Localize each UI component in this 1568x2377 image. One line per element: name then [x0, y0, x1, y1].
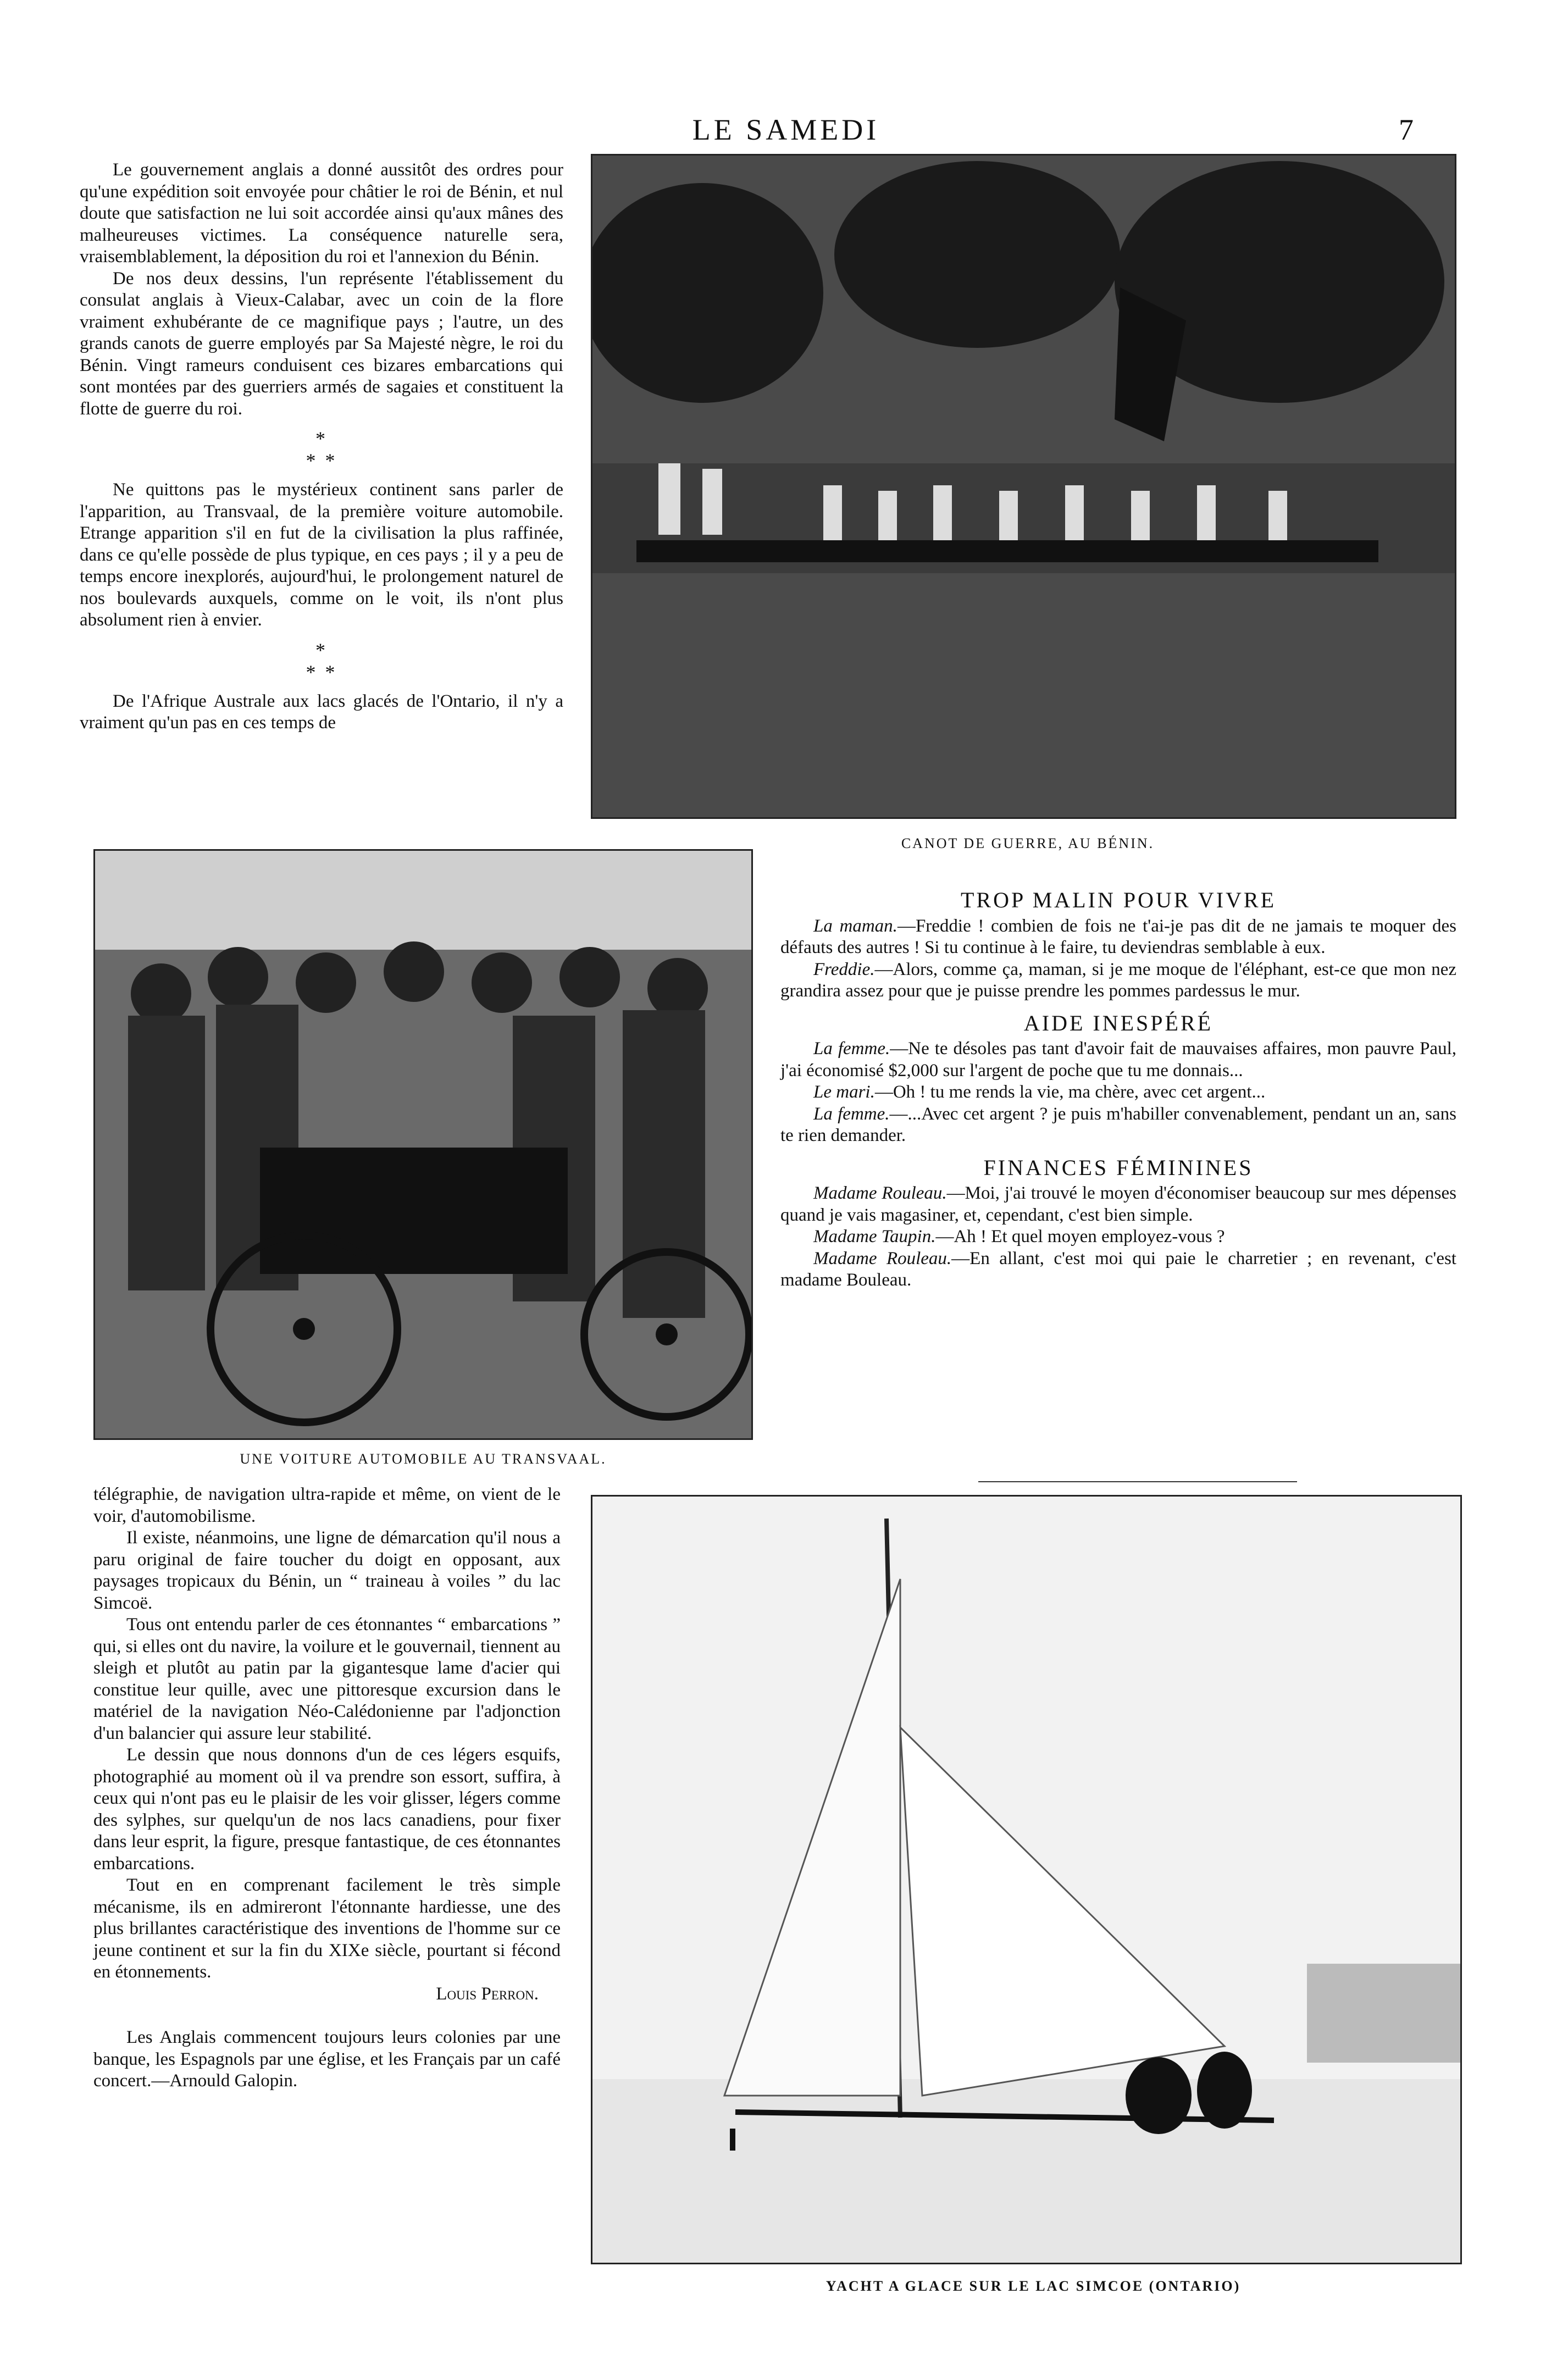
speaker-name: La femme.: [813, 1104, 890, 1124]
paragraph-two-drawings: De nos deux dessins, l'un représente l'établissement du consulat anglais à Vieux-Calabar, avec un coin de la flore vraiment exhubérante de ce magnifique pays ; l'autre, un des grands canots de guerre employés par Sa Majesté nègre, le roi du Bénin. Vingt rameurs conduisent ces bizares embarcations qui sont montées par des guerriers armés de sagaies et constituent la flotte de guerre du roi.: [80, 268, 563, 419]
joke-text: —Alors, comme ça, maman, si je me moque de l'éléphant, est-ce que mon nez grandira assez pour que je puisse prendre les pommes pardessus le mur.: [780, 959, 1456, 1001]
joke-text: —Moi, j'ai trouvé le moyen d'économiser beaucoup sur mes dépenses quand je vais magasiner, et, cependant, c'est bien simple.: [780, 1183, 1456, 1225]
newspaper-title: LE SAMEDI: [692, 113, 880, 146]
left-column-top: [80, 159, 563, 734]
caption-voiture: UNE VOITURE AUTOMOBILE AU TRANSVAAL.: [240, 1451, 607, 1467]
photo-voiture-automobile: [93, 849, 753, 1440]
speaker-name: La maman.: [813, 916, 897, 936]
speaker-name: La femme.: [813, 1039, 890, 1059]
photo-canot-de-guerre: [591, 154, 1456, 819]
canoe-illustration: [592, 156, 1455, 818]
caption-canot: CANOT DE GUERRE, AU BÉNIN.: [901, 835, 1155, 851]
paragraph-embarcations: Tous ont entendu parler de ces étonnantes “ embarcations ” qui, si elles ont du navire, la voilure et le gouvernail, tiennent au sleigh et plutôt au patin par la gigantesque lame d'acier qui constitue leur quille, avec une pittoresque excursion dans le matériel de la navigation Néo-Calédonienne par l'adjonction d'un balancier qui assure leur stabilité.: [93, 1615, 561, 1743]
joke-aide-inespere: [780, 1012, 1456, 1147]
section-separator: * * *: [306, 639, 337, 683]
speaker-name: Le mari.: [813, 1082, 875, 1102]
speaker-name: Madame Rouleau.: [813, 1183, 947, 1203]
author-signature: Louis Perron.: [436, 1983, 539, 2004]
joke-line: [780, 916, 1456, 959]
joke-line: [780, 1248, 1456, 1292]
joke-line: [780, 1082, 1456, 1104]
section-separator: * * *: [306, 428, 337, 472]
paragraph-ontario: De l'Afrique Australe aux lacs glacés de l'Ontario, il n'y a vraiment qu'un pas en ces temps de: [80, 691, 563, 733]
joke-line: [780, 1226, 1456, 1248]
joke-text: —Ah ! Et quel moyen employez-vous ?: [935, 1227, 1225, 1246]
joke-text: —Ne te désoles pas tant d'avoir fait de mauvaises affaires, mon pauvre Paul, j'ai économisé $2,000 sur l'argent de poche que tu me donnais...: [780, 1039, 1456, 1081]
joke-text: —Freddie ! combien de fois ne t'ai-je pas dit de ne jamais te moquer des défauts des autres ! Si tu continue à le faire, tu deviendras semblable à eux.: [780, 916, 1456, 957]
automobile-illustration: [95, 851, 752, 1439]
speaker-name: Madame Rouleau.: [813, 1248, 952, 1268]
joke-line: [780, 1183, 1456, 1226]
photo-yacht-a-glace: [591, 1495, 1462, 2264]
speaker-name: Madame Taupin.: [813, 1227, 936, 1246]
paragraph-mecanisme: Tout en en comprenant facilement le très simple mécanisme, ils en admireront l'étonnante hardiesse, une des plus brillantes caractéristique des inventions de l'homme sur ce jeune continent et sur la fin du XIXe siècle, pourtant si fécond en étonnements.: [93, 1875, 561, 1982]
paragraph-benin-expedition: Le gouvernement anglais a donné aussitôt des ordres pour qu'une expédition soit envoyée pour châtier le roi de Bénin, et nul doute que satisfaction ne lui soit accordée ainsi qu'aux mânes des malheureuses victimes. La conséquence naturelle sera, vraisemblablement, la déposition du roi et l'annexion du Bénin.: [80, 160, 563, 267]
left-column-bottom: [93, 1484, 561, 2092]
paragraph-transvaal-car: Ne quittons pas le mystérieux continent sans parler de l'apparition, au Transvaal, de la première voiture automobile. Etrange apparition s'il en fut de la civilisation la plus raffinée, dans ce qu'elle possède de plus typique, en ces pays ; il y a peu de temps encore inexplorés, aujourd'hui, le prolongement naturel de nos boulevards auxquels, comme on le voit, ils n'ont plus absolument rien à envier.: [80, 480, 563, 630]
joke-title: FINANCES FÉMININES: [983, 1155, 1254, 1180]
joke-trop-malin: [780, 889, 1456, 1002]
divider-rule: [978, 1481, 1297, 1482]
page-number: 7: [1399, 113, 1414, 146]
ice-yacht-illustration: [592, 1497, 1461, 2263]
paragraph-dessin: Le dessin que nous donnons d'un de ces légers esquifs, photographié au moment où il va prendre son essort, suffira, à ceux qui n'ont pas eu le plaisir de les voir glisser, légers comme des sylphes, sur quelqu'un de nos lacs canadiens, pour fixer dans leur esprit, la figure, presque fantastique, de ces étonnantes embarcations.: [93, 1745, 561, 1874]
joke-title: AIDE INESPÉRÉ: [1023, 1010, 1214, 1035]
joke-text: —Oh ! tu me rends la vie, ma chère, avec cet argent...: [874, 1082, 1266, 1102]
joke-text: —...Avec cet argent ? je puis m'habiller convenablement, pendant un an, sans te rien demander.: [780, 1104, 1456, 1145]
joke-line: [780, 1038, 1456, 1082]
paragraph-demarcation: Il existe, néanmoins, une ligne de démarcation qu'il nous a paru original de faire toucher du doigt en opposant, aux paysages tropicaux du Bénin, un “ traineau à voiles ” du lac Simcoë.: [93, 1528, 561, 1613]
right-column-jokes: [780, 879, 1456, 1292]
joke-title: TROP MALIN POUR VIVRE: [960, 888, 1277, 912]
speaker-name: Freddie.: [813, 959, 875, 979]
paragraph-closing-quote: Les Anglais commencent toujours leurs colonies par une banque, les Espagnols par une église, et les Français par un café concert.—Arnould Galopin.: [93, 2027, 561, 2091]
joke-line: [780, 959, 1456, 1002]
joke-text: —En allant, c'est moi qui paie le charretier ; en revenant, c'est madame Bouleau.: [780, 1248, 1456, 1290]
caption-yacht: YACHT A GLACE SUR LE LAC SIMCOE (ONTARIO): [825, 2278, 1241, 2294]
joke-line: [780, 1104, 1456, 1147]
paragraph-telegraphie: télégraphie, de navigation ultra-rapide et même, on vient de le voir, d'automobilisme.: [93, 1484, 561, 1526]
joke-finances-feminines: [780, 1157, 1456, 1292]
